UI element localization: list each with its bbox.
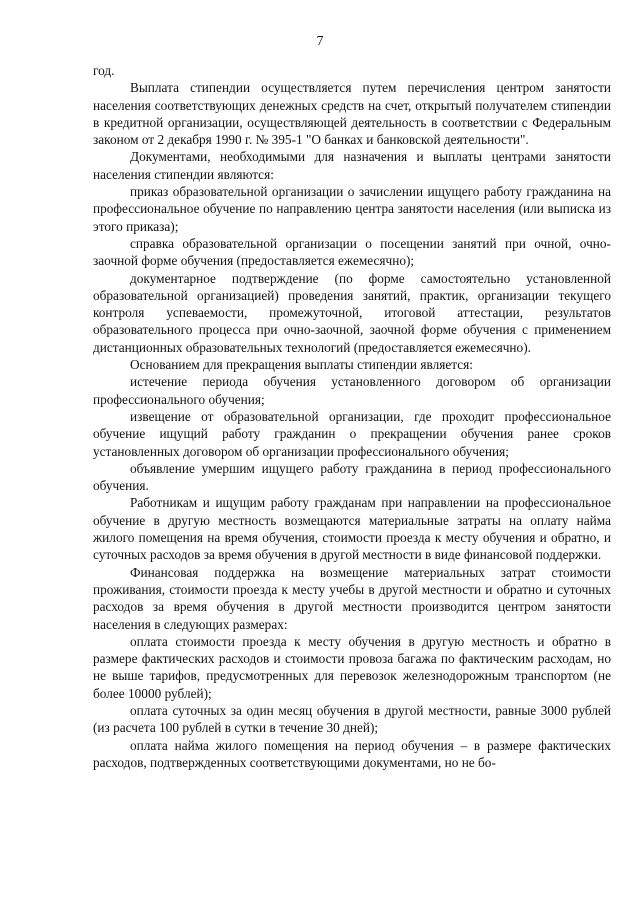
paragraph: документарное подтверждение (по форме самостоятельно установленной образовательной организацией) проведения занятий, практик, организации текущего контроля успеваемости, промежуточной, итоговой аттестации, результатов образовательного процесса при очно-заочной, заочной форме обучения с применением дистанционных образовательных технологий (предоставляется ежемесячно).: [93, 270, 611, 355]
paragraph: Выплата стипендии осуществляется путем перечисления центром занятости населения соответствующих денежных средств на счет, открытый получателем стипендии в кредитной организации, осуществляющей деятельность в соответствии с Федеральным законом от 2 декабря 1990 г. № 395-1 "О банках и банковской деятельности".: [93, 80, 611, 148]
paragraph: извещение от образовательной организации, где проходит профессиональное обучение ищущий работу гражданин о прекращении обучения ранее сроков установленных договором об организации профессионального обучения;: [93, 408, 611, 459]
paragraph: Финансовая поддержка на возмещение материальных затрат стоимости проживания, стоимости проезда к месту учебы в другой местности и обратно и суточных расходов за время обучения в другой местности производится центром занятости населения в следующих размерах:: [93, 564, 611, 632]
document-body: [93, 62, 611, 771]
paragraph: Основанием для прекращения выплаты стипендии является:: [130, 357, 473, 373]
paragraph: Документами, необходимыми для назначения и выплаты центрами занятости населения стипендии являются:: [93, 149, 611, 182]
paragraph: оплата стоимости проезда к месту обучения в другую местность и обратно в размере фактических расходов и стоимости провоза багажа по фактическим расходам, но не выше тарифов, предусмотренных для перевозок железнодорожным транспортом (не более 10000 рублей);: [93, 633, 611, 701]
paragraph: приказ образовательной организации о зачислении ищущего работу гражданина на профессиональное обучение по направлению центра занятости населения (или выписка из этого приказа);: [93, 184, 611, 234]
paragraph: объявление умершим ищущего работу гражданина в период профессионального обучения.: [93, 460, 611, 494]
paragraph: Работникам и ищущим работу гражданам при направлении на профессиональное обучение в другую местность возмещаются материальные затраты на оплату найма жилого помещения на время обучения, стоимости проезда к месту обучения и обратно, и суточных расходов за время обучения в другой местности в виде финансовой поддержки.: [93, 495, 611, 563]
page-number: 7: [316, 34, 324, 49]
paragraph: истечение периода обучения установленного договором об организации профессионального обучения;: [93, 374, 611, 407]
paragraph: оплата суточных за один месяц обучения в другой местности, равные 3000 рублей (из расчета 100 рублей в сутки в течение 30 дней);: [93, 702, 611, 736]
paragraph: год.: [93, 63, 115, 78]
paragraph: оплата найма жилого помещения на период обучения – в размере фактических расходов, подтвержденных соответствующими документами, но не бо-: [93, 737, 611, 770]
paragraph: справка образовательной организации о посещении занятий при очной, очно-заочной форме обучения (предоставляется ежемесячно);: [93, 235, 611, 269]
